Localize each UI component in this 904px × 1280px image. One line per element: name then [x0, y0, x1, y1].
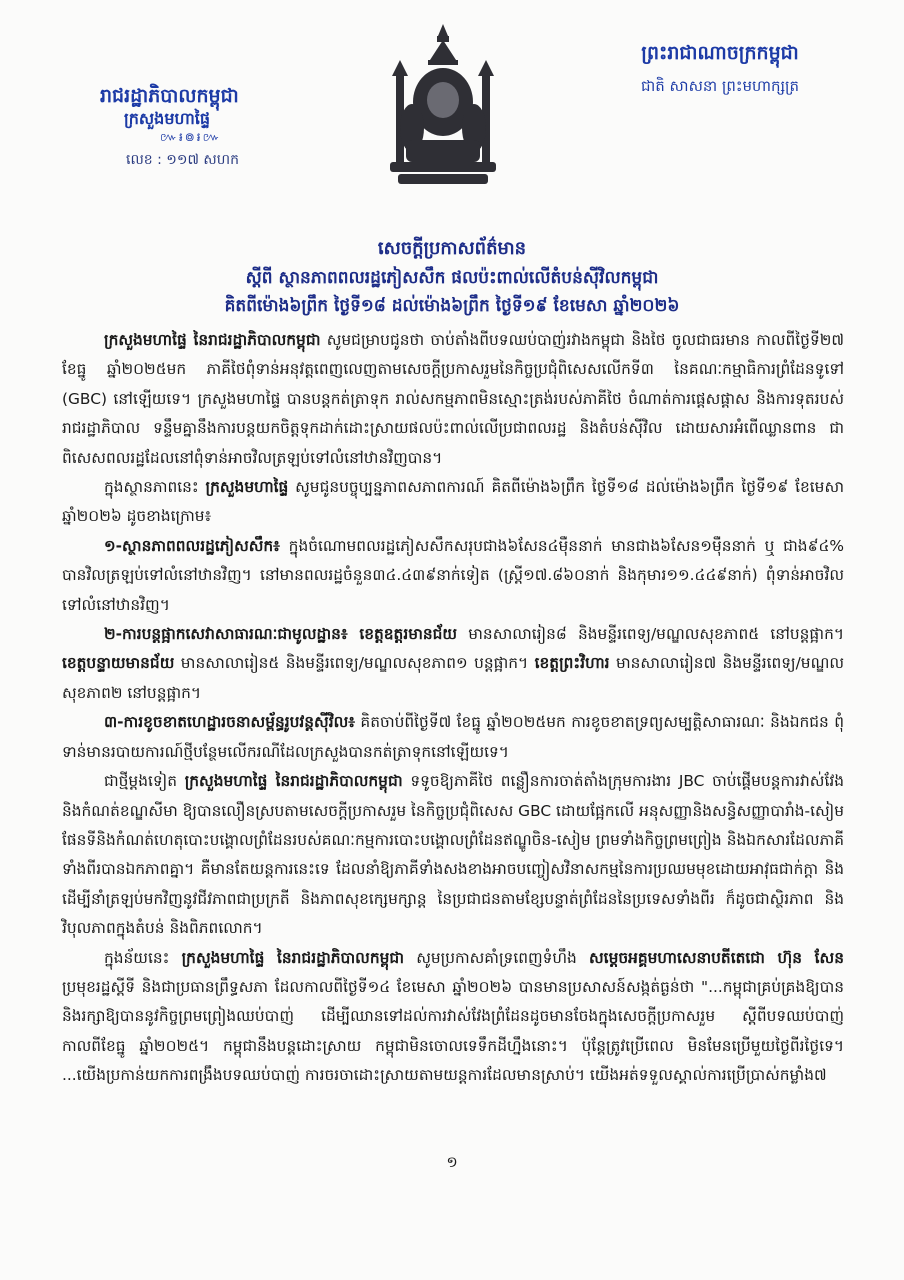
- paragraph-text: ប្រមុខរដ្ឋស្តីទី និងជាប្រធានព្រឹទ្ធសភា ដែលកាលពីថ្ងៃទី១៤ ខែមេសា ឆ្នាំ២០២៦ បានមានប្រសាសន៍សង្កត់ធ្ងន់ថា "...កម្ពុជាគ្រប់គ្រងឱ្យបាន និងរក្សាឱ្យបាននូវកិច្ចព្រមព្រៀងឈប់បាញ់ ដើម្បីឈានទៅដល់ការវាស់វែងព្រំដែនដូចមានចែងក្នុងសេចក្តីប្រកាសរួម ស្តីពីបទឈប់បាញ់ កាលពីខែធ្នូ ឆ្នាំ២០២៥។ កម្ពុជានឹងបន្តដោះស្រាយ កម្ពុជាមិនចោលទេទឹកដីហ្នឹងនោះ។ ប៉ុន្តែត្រូវប្រើពេល មិនមែនប្រើមួយថ្ងៃពីរថ្ងៃទេ។ ...យើងប្រកាន់យកការពង្រឹងបទឈប់បាញ់ ការចរចាដោះស្រាយតាមយន្តការដែលមានស្រាប់។ យើងអត់ទទួលស្គាល់ការប្រើប្រាស់កម្លាំង៧: [62, 977, 844, 1085]
- paragraph-text: មានសាលារៀន៧ និងមន្ទីរពេទ្យ/មណ្ឌលសុខភាព២ នៅបន្តផ្អាក។: [62, 654, 845, 702]
- lead-ministry: ក្រសួងមហាផ្ទៃ នៃរាជរដ្ឋាភិបាលកម្ពុជា: [104, 331, 321, 349]
- paragraph-text: ទទូចឱ្យភាគីថៃ ពន្លឿនការចាត់តាំងក្រុមការងារ JBC ចាប់ផ្តើមបន្តការវាស់វែង និងកំណត់ខណ្ឌសីមា ឱ្យបានលឿនស្របតាមសេចក្តីប្រកាសរួម នៃកិច្ចប្រជុំពិសេស GBC ដោយផ្អែកលើ អនុសញ្ញានិងសន្ធិសញ្ញាបារាំង-សៀម ផែនទីនិងកំណត់ហេតុបោះបង្គោលព្រំដែនរបស់គណៈកម្មការបោះបង្គោលព្រំដែនឥណ្ឌូចិន-សៀម ព្រមទាំងកិច្ចព្រមព្រៀង និងឯកសារដែលភាគីទាំងពីរបានឯកភាពគ្នា។ គឺមានតែយន្តការនេះទេ ដែលនាំឱ្យភាគីទាំងសងខាងអាចបញ្ចៀសវិនាសកម្មនៃការប្រឈមមុខដោយអាវុធជាក់ក្តា និងដើម្បីនាំត្រឡប់មកវិញនូវជីវភាពជាប្រក្រតី និងភាពសុខក្សេមក្សាន្ត នៃប្រជាជនតាមខ្សែបន្ទាត់ព្រំដែននៃប្រទេសទាំងពីរ ក៏ដូចជាស្ថិរភាព និងវិបុលភាពក្នុងតំបន់ និងពិភពលោក។: [62, 772, 845, 938]
- section-heading: ២-ការបន្តផ្អាកសេវាសាធារណៈជាមូលដ្ឋាន៖ ខេត្តឧត្តរមានជ័យ: [104, 625, 458, 644]
- ministry-header: [100, 84, 310, 171]
- paragraph-text: ជាថ្មីម្តងទៀត: [104, 772, 185, 791]
- title-line-2: ស្តីពី ស្ថានភាពពលរដ្ឋភៀសសឹក ផលប៉ះពាល់លើតំបន់ស៊ីវិលកម្ពុជា: [245, 268, 659, 288]
- reference-number: លេខ : ១១៧ សហក: [126, 152, 239, 168]
- paragraph-text: សូមប្រកាសគាំទ្រពេញទំហឹង: [404, 948, 590, 967]
- lead-ministry: ក្រសួងមហាផ្ទៃ នៃរាជរដ្ឋាភិបាលកម្ពុជា: [184, 772, 403, 791]
- paragraph-text: សូមជូនបច្ចុប្បន្នភាពសភាពការណ៍ គិតពីម៉ោង៦ព្រឹក ថ្ងៃទី១៨ ដល់ម៉ោង៦ព្រឹក ថ្ងៃទី១៩ ខែមេសា ឆ្នាំ២០២៦ ដូចខាងក្រោម៖: [62, 478, 844, 526]
- ministry-name: ក្រសួងមហាផ្ទៃ: [124, 109, 211, 128]
- document-body: [62, 326, 844, 1091]
- section-2-services: [62, 620, 844, 708]
- lead-ministry: ក្រសួងមហាផ្ទៃ នៃរាជរដ្ឋាភិបាលកម្ពុជា: [181, 948, 405, 967]
- paragraph-text: សូមជម្រាបជូនថា ចាប់តាំងពីបទឈប់បាញ់រវាងកម្ពុជា និងថៃ ចូលជាធរមាន កាលពីថ្ងៃទី២៧ ខែធ្នូ ឆ្នាំ២០២៥មក ភាគីថៃពុំទាន់អនុវត្តពេញលេញតាមសេចក្តីប្រកាសរួមនៃកិច្ចប្រជុំពិសេសលើកទី៣ នៃគណៈកម្មាធិការព្រំដែនទូទៅ (GBC) នៅឡើយទេ។ ក្រសួងមហាផ្ទៃ បានបន្តកត់ត្រាទុក រាល់សកម្មភាពមិនស្មោះត្រង់របស់ភាគីថៃ ចំណាត់ការផ្តេសផ្តាស និងការទុតរបស់រាជរដ្ឋាភិបាល ទន្ទឹមគ្នានឹងការបន្តយកចិត្តទុកដាក់ដោះស្រាយផលប៉ះពាល់លើប្រជាពលរដ្ឋ និងតំបន់ស៊ីវិល ដោយសារអំពើឈ្លានពាន ជាពិសេសពលរដ្ឋដែលនៅពុំទាន់អាចវិលត្រឡប់ទៅលំនៅឋានវិញបាន។: [62, 331, 844, 467]
- paragraph-text: មានសាលារៀន៨ និងមន្ទីរពេទ្យ/មណ្ឌលសុខភាព៥ នៅបន្តផ្អាក។: [457, 625, 844, 644]
- paragraph-text: ក្នុងស្ថានភាពនេះ: [104, 478, 206, 497]
- page-number: ១: [446, 1153, 458, 1171]
- paragraph-text: មានសាលារៀន៥ និងមន្ទីរពេទ្យ/មណ្ឌលសុខភាព១ បន្តផ្អាក។: [174, 654, 535, 673]
- paragraph-text: ក្នុងន័យនេះ: [104, 948, 182, 967]
- section-3-damage: [62, 708, 844, 767]
- paragraph-text: គិតចាប់ពីថ្ងៃទី៧ ខែធ្នូ ឆ្នាំ២០២៥មក ការខូចខាតទ្រព្យសម្បត្តិសាធារណៈ និងឯកជន ពុំទាន់មានរបាយការណ៍ថ្មីបន្ថែមលើករណីដែលក្រសួងបានកត់ត្រាទុកនៅឡើយទេ។: [62, 713, 844, 761]
- national-motto: ជាតិ សាសនា ព្រះមហាក្សត្រ: [640, 77, 800, 95]
- leader-name: សម្តេចអគ្គមហាសេនាបតីតេជោ ហ៊ុន សែន: [589, 948, 844, 967]
- document-title: [60, 234, 844, 320]
- title-line-1: សេចក្តីប្រកាសព័ត៌មាន: [377, 238, 527, 259]
- paragraph-support: [62, 944, 844, 1091]
- paragraph-situation: [62, 473, 844, 532]
- header-flourish: ៚៛៙៛៚: [160, 130, 222, 144]
- royal-emblem-icon: [382, 20, 504, 196]
- kingdom-header: [600, 40, 840, 98]
- lead-ministry: ក្រសួងមហាផ្ទៃ: [205, 478, 289, 497]
- province-name: ខេត្តបន្ទាយមានជ័យ: [62, 654, 175, 673]
- section-1-refugees: [62, 532, 844, 620]
- paragraph-text: ក្នុងចំណោមពលរដ្ឋភៀសសឹកសរុបជាង៦សែន៤ម៉ឺននាក់ មានជាង៦សែន១ម៉ឺននាក់ ឬ ជាង៩៤% បានវិលត្រឡប់ទៅលំនៅឋានវិញ។ នៅមានពលរដ្ឋចំនួន៣៤.៤៣៩នាក់ទៀត (ស្ត្រី១៧.៨៦០នាក់ និងកុមារ១១.៤៤៩នាក់) ពុំទាន់អាចវិលទៅលំនៅឋានវិញ។: [62, 536, 844, 614]
- paragraph-appeal: [62, 767, 844, 943]
- section-heading: ១-ស្ថានភាពពលរដ្ឋភៀសសឹក៖: [104, 536, 280, 555]
- kingdom-name: ព្រះរាជាណាចក្រកម្ពុជា: [641, 42, 799, 64]
- government-name: រាជរដ្ឋាភិបាលកម្ពុជា: [100, 85, 239, 107]
- province-name: ខេត្តព្រះវិហារ: [534, 654, 610, 673]
- paragraph-intro: [62, 326, 844, 473]
- section-heading: ៣-ការខូចខាតហេដ្ឋារចនាសម្ព័ន្ធរូបវន្តស៊ីវិល៖: [104, 713, 355, 732]
- title-line-3: គិតពីម៉ោង៦ព្រឹក ថ្ងៃទី១៨ ដល់ម៉ោង៦ព្រឹក ថ្ងៃទី១៩ ខែមេសា ឆ្នាំ២០២៦: [224, 296, 680, 316]
